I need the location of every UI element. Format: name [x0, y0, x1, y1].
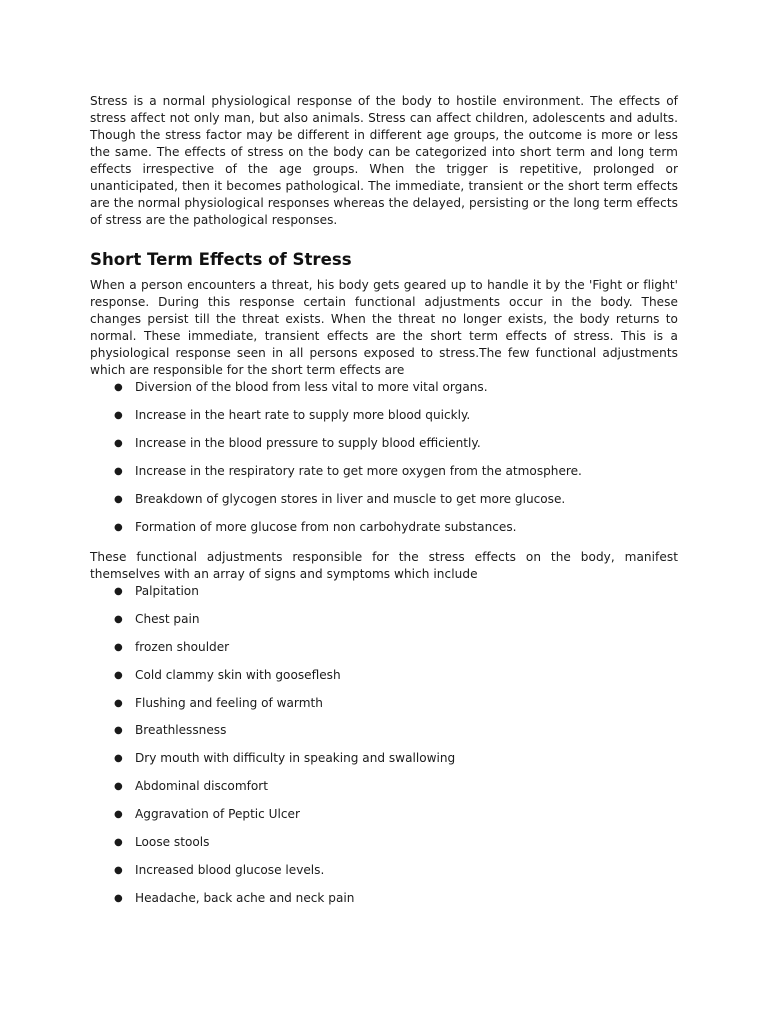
list-item-text: Breathlessness — [135, 723, 227, 738]
bullet-icon: ● — [114, 410, 123, 421]
list-item — [90, 435, 678, 452]
bullet-icon: ● — [114, 466, 123, 477]
list-item — [90, 667, 678, 684]
list-item-text: Cold clammy skin with gooseflesh — [135, 667, 341, 682]
list-item — [90, 806, 678, 823]
list-item — [90, 862, 678, 879]
list-item — [90, 834, 678, 851]
list-item — [90, 463, 678, 480]
intro-paragraph: Stress is a normal physiological response of the body to hostile environment. The effects of stress affect not only man, but also animals. Stress can affect children, adolescents and adults. Though the stress factor may be different in different age groups, the outcome is more or less the same. The effects of stress on the body can be categorized into short term and long term effects irrespective of the age groups. When the trigger is repetitive, prolonged or unanticipated, then it becomes pathological. The immediate, transient or the short term effects are the normal physiological responses whereas the delayed, persisting or the long term effects of stress are the pathological responses. — [90, 94, 678, 227]
list-item-text: Dry mouth with difficulty in speaking and swallowing — [135, 751, 456, 766]
list-item — [90, 639, 678, 656]
list-item-text: Increase in the heart rate to supply more blood quickly. — [135, 408, 471, 422]
effects-list — [90, 379, 678, 536]
list-item-text: Increased blood glucose levels. — [135, 862, 325, 877]
list-item — [90, 491, 678, 508]
bullet-icon: ● — [114, 613, 123, 625]
list-item — [90, 519, 678, 536]
list-item-text: Headache, back ache and neck pain — [135, 890, 355, 905]
bullet-icon: ● — [114, 809, 123, 821]
list-item — [90, 890, 678, 907]
list-item — [90, 611, 678, 628]
list-item-text: Formation of more glucose from non carbohydrate substances. — [135, 520, 517, 534]
section-heading: Short Term Effects of Stress — [90, 250, 352, 269]
bullet-icon: ● — [114, 864, 123, 876]
list-item — [90, 695, 678, 712]
bullet-icon: ● — [114, 837, 123, 849]
list-item-text: Increase in the respiratory rate to get more oxygen from the atmosphere. — [135, 464, 582, 478]
list-item — [90, 722, 678, 739]
list-item — [90, 379, 678, 396]
list-item-text: frozen shoulder — [135, 639, 230, 654]
bullet-icon: ● — [114, 669, 123, 681]
bullet-icon: ● — [114, 725, 123, 737]
bullet-icon: ● — [114, 382, 123, 393]
list-item-text: Palpitation — [135, 584, 199, 598]
bullet-icon: ● — [114, 753, 123, 765]
bullet-icon: ● — [114, 697, 123, 709]
document-page — [90, 93, 678, 918]
list-item-text: Increase in the blood pressure to supply blood efficiently. — [135, 436, 481, 450]
list-item-text: Breakdown of glycogen stores in liver and muscle to get more glucose. — [135, 492, 566, 506]
bullet-icon: ● — [114, 522, 123, 533]
list-item — [90, 583, 678, 600]
list-item-text: Loose stools — [135, 835, 210, 850]
section-paragraph: When a person encounters a threat, his body gets geared up to handle it by the 'Fight or flight' response. During this response certain functional adjustments occur in the body. These changes persist till the threat exists. When the threat no longer exists, the body returns to normal. These immediate, transient effects are the short term effects of stress. This is a physiological response seen in all persons exposed to stress.The few functional adjustments which are responsible for the short term effects are — [90, 278, 678, 377]
symptoms-list — [90, 583, 678, 907]
bullet-icon: ● — [114, 586, 123, 597]
bullet-icon: ● — [114, 494, 123, 505]
bullet-icon: ● — [114, 641, 123, 653]
list-item-text: Flushing and feeling of warmth — [135, 695, 323, 710]
list-item-text: Aggravation of Peptic Ulcer — [135, 807, 300, 822]
list-item — [90, 750, 678, 767]
symptoms-intro-paragraph: These functional adjustments responsible for the stress effects on the body, manifest themselves with an array of signs and symptoms which include — [90, 550, 678, 581]
list-item-text: Chest pain — [135, 611, 200, 626]
bullet-icon: ● — [114, 781, 123, 793]
bullet-icon: ● — [114, 892, 123, 904]
list-item-text: Diversion of the blood from less vital to more vital organs. — [135, 380, 488, 394]
list-item — [90, 778, 678, 795]
list-item — [90, 407, 678, 424]
bullet-icon: ● — [114, 438, 123, 449]
list-item-text: Abdominal discomfort — [135, 779, 268, 794]
